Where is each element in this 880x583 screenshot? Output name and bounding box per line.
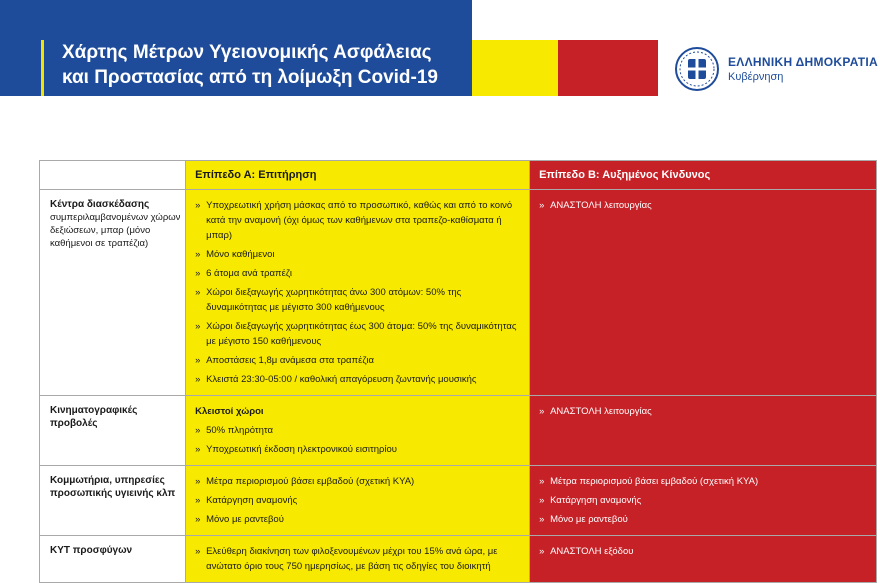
government-logo bbox=[674, 46, 878, 92]
table-row bbox=[40, 466, 877, 536]
list-item: » Αποστάσεις 1,8μ ανάμεσα στα τραπέζια bbox=[195, 353, 519, 368]
list-item: » 50% πληρότητα bbox=[195, 423, 519, 438]
title-panel bbox=[0, 0, 472, 96]
header-banner bbox=[0, 0, 880, 96]
level-a-cell bbox=[186, 536, 530, 583]
title-line-1: Χάρτης Μέτρων Υγειονομικής Ασφάλειας bbox=[62, 42, 432, 63]
level-a-cell bbox=[186, 190, 530, 396]
greek-emblem-icon bbox=[674, 46, 720, 92]
logo-subtitle: Κυβέρνηση bbox=[728, 71, 784, 83]
list-subheading: Κλειστοί χώροι bbox=[195, 406, 264, 417]
list-item: » Υποχρεωτική χρήση μάσκας από το προσωπικό, καθώς και από το κοινό κατά την αναμονή (όχι όμως των καθήμενων στα τραπεζο-καθίσματα ή μπαρ) bbox=[195, 198, 519, 243]
list-item: » Μέτρα περιορισμού βάσει εμβαδού (σχετική ΚΥΑ) bbox=[539, 474, 866, 489]
category-title: Κομμωτήρια, υπηρεσίες προσωπικής υγιεινής κλπ bbox=[50, 475, 176, 499]
measures-table bbox=[39, 160, 877, 583]
list-item: » 6 άτομα ανά τραπέζι bbox=[195, 266, 519, 281]
list-item: » Μόνο με ραντεβού bbox=[195, 512, 519, 527]
level-b-cell bbox=[530, 536, 877, 583]
list-item: » ΑΝΑΣΤΟΛΗ λειτουργίας bbox=[539, 404, 866, 419]
list-item: » Κατάργηση αναμονής bbox=[539, 493, 866, 508]
level-b-cell bbox=[530, 190, 877, 396]
list-item: » Μέτρα περιορισμού βάσει εμβαδού (σχετική ΚΥΑ) bbox=[195, 474, 519, 489]
level-b-cell bbox=[530, 396, 877, 466]
list-item: » Κλειστά 23:30-05:00 / καθολική απαγόρευση ζωντανής μουσικής bbox=[195, 372, 519, 387]
category-title: Κέντρα διασκέδασης bbox=[50, 199, 150, 210]
red-stripe bbox=[558, 40, 658, 96]
page-title bbox=[62, 40, 438, 90]
yellow-stripe bbox=[472, 40, 558, 96]
table-row bbox=[40, 190, 877, 396]
header-empty-cell bbox=[40, 161, 186, 190]
list-item: » Κατάργηση αναμονής bbox=[195, 493, 519, 508]
category-subtitle: συμπεριλαμβανομένων χώρων δεξιώσεων, μπαρ (μόνο καθήμενοι σε τραπέζια) bbox=[50, 212, 181, 249]
list-item: » Χώροι διεξαγωγής χωρητικότητας έως 300 άτομα: 50% της δυναμικότητας με μέγιστο 150 καθήμενους bbox=[195, 319, 519, 349]
accent-line bbox=[41, 40, 44, 96]
list-item: » Υποχρεωτική έκδοση ηλεκτρονικού εισιτηρίου bbox=[195, 442, 519, 457]
level-b-header: Επίπεδο Β: Αυξημένος Κίνδυνος bbox=[530, 161, 877, 190]
list-item: » Ελεύθερη διακίνηση των φιλοξενουμένων μέχρι του 15% ανά ώρα, με ανώτατο όριο τους 750 ημερησίως, με βάση τις οδηγίες του διοικητή bbox=[195, 544, 519, 574]
list-item: » Μόνο καθήμενοι bbox=[195, 247, 519, 262]
category-title: ΚΥΤ προσφύγων bbox=[50, 545, 133, 556]
category-title: Κινηματογραφικές προβολές bbox=[50, 405, 138, 429]
title-line-2: και Προστασίας από τη λοίμωξη Covid-19 bbox=[62, 67, 438, 88]
category-cell bbox=[40, 396, 186, 466]
level-a-header: Επίπεδο Α: Επιτήρηση bbox=[186, 161, 530, 190]
list-item: » Χώροι διεξαγωγής χωρητικότητας άνω 300 ατόμων: 50% της δυναμικότητας με μέγιστο 300 καθήμενους bbox=[195, 285, 519, 315]
logo-title: ΕΛΛΗΝΙΚΗ ΔΗΜΟΚΡΑΤΙΑ bbox=[728, 55, 878, 69]
list-item: » ΑΝΑΣΤΟΛΗ εξόδου bbox=[539, 544, 866, 559]
list-item: » Μόνο με ραντεβού bbox=[539, 512, 866, 527]
list-item: » ΑΝΑΣΤΟΛΗ λειτουργίας bbox=[539, 198, 866, 213]
table-header-row bbox=[40, 161, 877, 190]
level-a-cell bbox=[186, 466, 530, 536]
table-row bbox=[40, 396, 877, 466]
level-b-cell bbox=[530, 466, 877, 536]
category-cell bbox=[40, 466, 186, 536]
table-row bbox=[40, 536, 877, 583]
category-cell bbox=[40, 536, 186, 583]
category-cell bbox=[40, 190, 186, 396]
level-a-cell bbox=[186, 396, 530, 466]
